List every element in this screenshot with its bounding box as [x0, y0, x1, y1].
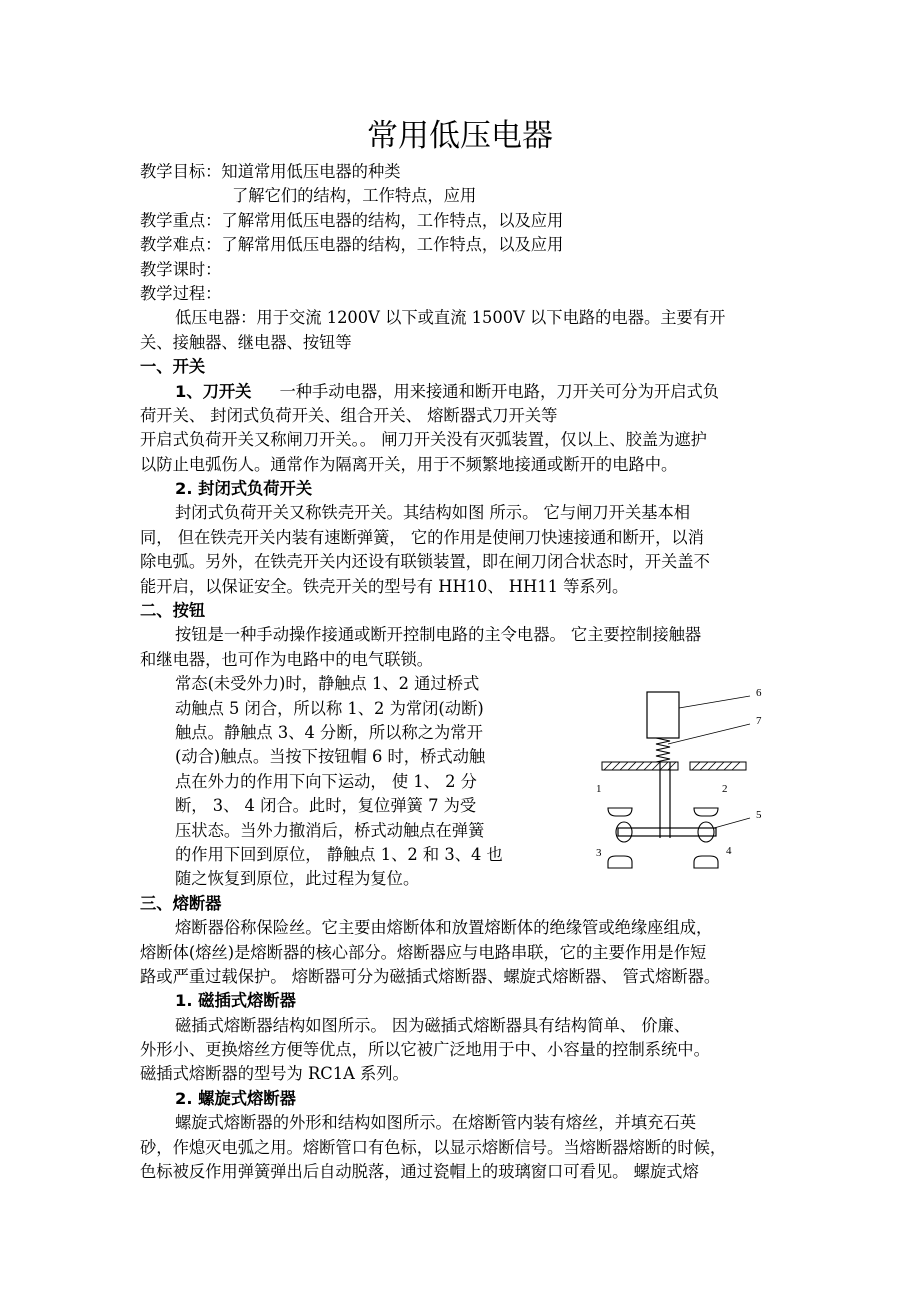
process-line: 教学过程： — [140, 283, 222, 303]
knife-switch-text: 一种手动电器，用来接通和断开电路，刀开关可分为开启式负 — [279, 381, 720, 401]
knife-switch-line-2: 荷开关、 封闭式负荷开关、组合开关、 熔断器式刀开关等 — [140, 405, 558, 425]
button-line-1: 按钮是一种手动操作接通或断开控制电路的主令电器。 它主要控制接触器 — [175, 625, 702, 645]
fuse-line-2: 熔断体(熔丝)是熔断器的核心部分。熔断器应与电路串联，它的主要作用是作短 — [140, 942, 707, 962]
document-body — [140, 160, 788, 1184]
closed-switch-line-4: 能开启，以保证安全。铁壳开关的型号有 HH10、 HH11 等系列。 — [140, 576, 629, 596]
plug-fuse-heading: 1. 磁插式熔断器 — [175, 991, 296, 1011]
button-line-6: (动合)触点。当按下按钮帽 6 时，桥式动触 — [175, 747, 486, 767]
label-1: 1 — [596, 783, 602, 795]
plug-fuse-line-2: 外形小、更换熔丝方便等优点，所以它被广泛地用于中、小容量的控制系统中。 — [140, 1040, 710, 1060]
button-line-10: 的作用下回到原位， 静触点 1、2 和 3、4 也 — [175, 844, 503, 864]
plug-fuse-line-3: 磁插式熔断器的型号为 RC1A 系列。 — [140, 1064, 409, 1084]
button-line-9: 压状态。当外力撤消后，桥式动触点在弹簧 — [175, 820, 485, 840]
goal-line-2: 了解它们的结构，工作特点，应用 — [232, 186, 477, 206]
button-line-5: 触点。静触点 3、4 分断，所以称之为常开 — [175, 722, 483, 742]
section-heading-switch: 一、开关 — [140, 357, 206, 377]
bridge-contact — [618, 828, 716, 836]
static-contact-4 — [694, 856, 718, 868]
button-line-7: 点在外力的作用下向下运动， 使 1、 2 分 — [175, 771, 477, 791]
spiral-fuse-line-1: 螺旋式熔断器的外形和结构如图所示。在熔断管内装有熔丝，并填充石英 — [175, 1113, 697, 1133]
difficulty-line: 教学难点：了解常用低压电器的结构，工作特点，以及应用 — [140, 235, 564, 255]
knife-switch-line-1 — [140, 380, 788, 404]
focus-line: 教学重点：了解常用低压电器的结构，工作特点，以及应用 — [140, 210, 564, 230]
label-2: 2 — [722, 783, 728, 795]
goal-line-1: 教学目标：知道常用低压电器的种类 — [140, 162, 401, 181]
plug-fuse-line-1: 磁插式熔断器结构如图所示。 因为磁插式熔断器具有结构简单、 价廉、 — [175, 1015, 691, 1035]
button-line-8: 断， 3、 4 闭合。此时，复位弹簧 7 为受 — [175, 796, 477, 816]
closed-switch-line-3: 除电弧。另外，在铁壳开关内还设有联锁装置，即在闸刀闭合状态时，开关盖不 — [140, 552, 710, 572]
section-heading-fuse: 三、熔断器 — [140, 893, 222, 913]
button-line-2: 和继电器，也可作为电路中的电气联锁。 — [140, 649, 434, 669]
button-line-11: 随之恢复到原位，此过程为复位。 — [175, 869, 420, 889]
label-4: 4 — [726, 845, 732, 857]
spiral-fuse-heading: 2. 螺旋式熔断器 — [175, 1088, 296, 1108]
button-line-3: 常态(未受外力)时，静触点 1、2 通过桥式 — [175, 674, 480, 694]
static-contact-3 — [608, 856, 632, 868]
label-6: 6 — [756, 687, 762, 699]
knife-switch-line-3: 开启式负荷开关又称闸刀开关。。 闸刀开关没有灭弧装置，仅以上、胶盖为遮护 — [140, 430, 707, 450]
static-contact-1 — [608, 808, 632, 816]
fuse-line-1: 熔断器俗称保险丝。它主要由熔断体和放置熔断体的绝缘管或绝缘座组成， — [175, 918, 713, 938]
label-7: 7 — [756, 715, 762, 727]
button-structure-diagram — [580, 678, 780, 878]
closed-switch-line-1: 封闭式负荷开关又称铁壳开关。其结构如图 所示。 它与闸刀开关基本相 — [175, 503, 691, 523]
mounting-plate — [602, 762, 746, 770]
closed-switch-heading: 2. 封闭式负荷开关 — [175, 479, 313, 499]
intro-line-1: 低压电器：用于交流 1200V 以下或直流 1500V 以下电路的电器。主要有开 — [175, 308, 726, 328]
button-line-4: 动触点 5 闭合，所以称 1、2 为常闭(动断) — [175, 698, 484, 718]
closed-switch-line-2: 同， 但在铁壳开关内装有速断弹簧， 它的作用是使闸刀快速接通和断开，以消 — [140, 527, 704, 547]
hours-line: 教学课时： — [140, 259, 222, 279]
button-cap — [647, 692, 679, 738]
spiral-fuse-line-3: 色标被反作用弹簧弹出后自动脱落，通过瓷帽上的玻璃窗口可看见。 螺旋式熔 — [140, 1162, 699, 1182]
page-title: 常用低压电器 — [367, 118, 553, 154]
fuse-line-3: 路或严重过载保护。 熔断器可分为磁插式熔断器、螺旋式熔断器、 管式熔断器。 — [140, 966, 721, 986]
section-heading-button: 二、按钮 — [140, 601, 206, 621]
moving-contact-right — [698, 822, 714, 842]
spiral-fuse-line-2: 砂，作熄灭电弧之用。熔断管口有色标，以显示熔断信号。当熔断器熔断的时候， — [140, 1137, 727, 1157]
knife-switch-label: 1、刀开关 — [175, 381, 252, 401]
label-5: 5 — [756, 809, 762, 821]
intro-line-2: 关、接触器、继电器、按钮等 — [140, 332, 352, 352]
static-contact-2 — [694, 808, 718, 816]
reset-spring — [656, 738, 670, 762]
knife-switch-line-4: 以防止电弧伤人。通常作为隔离开关，用于不频繁地接通或断开的电路中。 — [140, 454, 678, 474]
label-3: 3 — [596, 847, 602, 859]
